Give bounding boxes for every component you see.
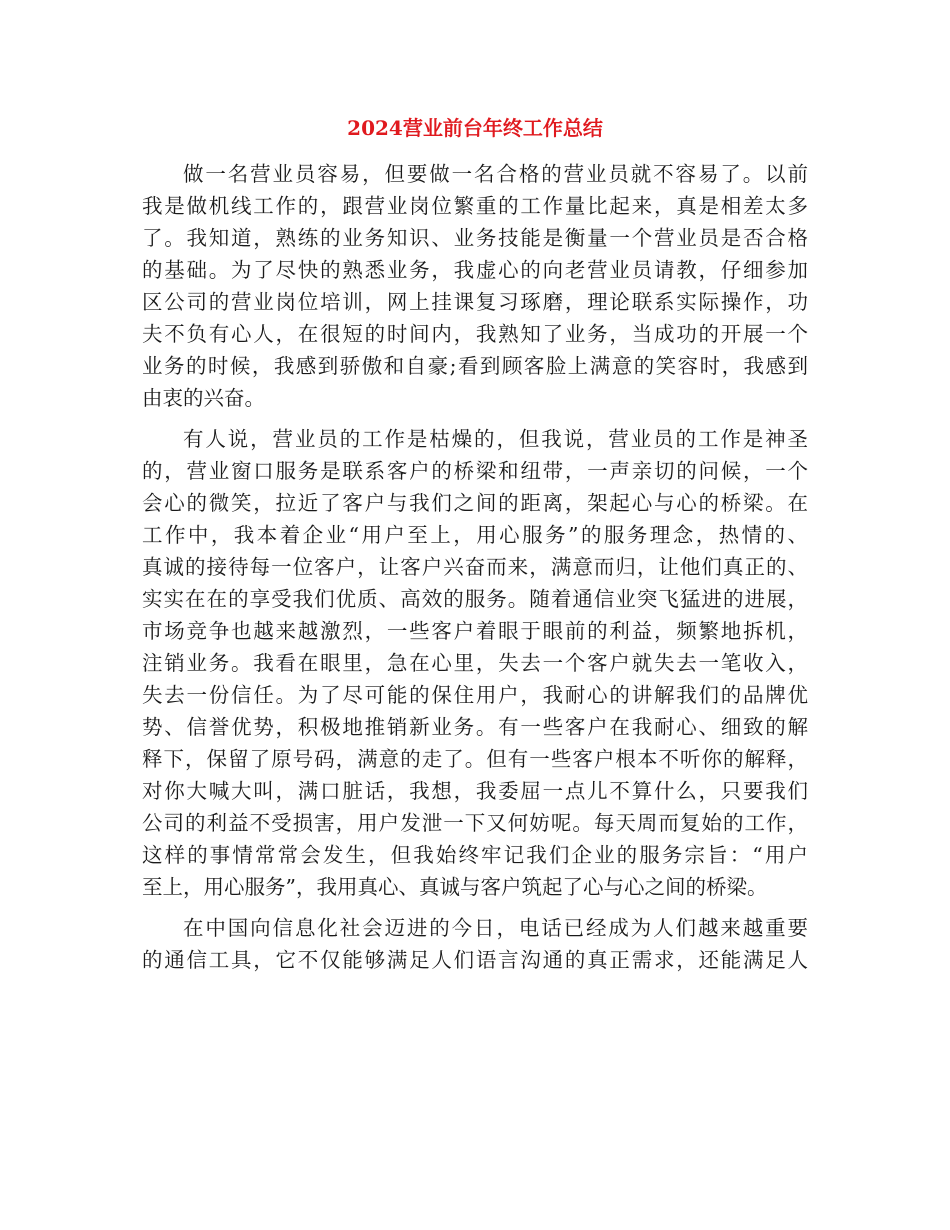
text-line: 做一名营业员容易，但要做一名合格的营业员就不容易了。以前 — [183, 162, 808, 186]
text-line: 会心的微笑，拉近了客户与我们之间的距离，架起心与心的桥梁。在 — [142, 491, 808, 515]
text-line: 我是做机线工作的，跟营业岗位繁重的工作量比起来，真是相差太多 — [142, 194, 808, 218]
text-line: 的通信工具，它不仅能够满足人们语言沟通的真正需求，还能满足人 — [142, 948, 808, 972]
paragraph-3 — [142, 912, 808, 976]
text-line: 的，营业窗口服务是联系客户的桥梁和纽带，一声亲切的问候，一个 — [142, 459, 808, 483]
text-line: 业务的时候，我感到骄傲和自豪;看到顾客脸上满意的笑容时，我感到 — [142, 354, 808, 378]
text-line: 注销业务。我看在眼里，急在心里，失去一个客户就失去一笔收入， — [142, 651, 808, 675]
text-line: 有人说，营业员的工作是枯燥的，但我说，营业员的工作是神圣 — [183, 427, 808, 451]
text-line: 实实在在的享受我们优质、高效的服务。随着通信业突飞猛进的进展， — [142, 587, 808, 611]
text-line: 的基础。为了尽快的熟悉业务，我虚心的向老营业员请教，仔细参加 — [142, 258, 808, 282]
text-line: 在中国向信息化社会迈进的今日，电话已经成为人们越来越重要 — [183, 916, 808, 940]
text-line: 失去一份信任。为了尽可能的保住用户，我耐心的讲解我们的品牌优 — [142, 683, 808, 707]
text-line: 市场竞争也越来越激烈，一些客户着眼于眼前的利益，频繁地拆机， — [142, 619, 808, 643]
text-line: 区公司的营业岗位培训，网上挂课复习琢磨，理论联系实际操作，功 — [142, 290, 808, 314]
text-line: 夫不负有心人，在很短的时间内，我熟知了业务，当成功的开展一个 — [142, 322, 808, 346]
text-line: 势、信誉优势，积极地推销新业务。有一些客户在我耐心、细致的解 — [142, 715, 808, 739]
paragraph-2 — [142, 423, 808, 903]
text-line: 这样的事情常常会发生，但我始终牢记我们企业的服务宗旨：“用户 — [142, 843, 808, 867]
text-line: 工作中，我本着企业“用户至上，用心服务”的服务理念，热情的、 — [142, 523, 808, 547]
text-line: 真诚的接待每一位客户，让客户兴奋而来，满意而归，让他们真正的、 — [142, 555, 808, 579]
text-line: 了。我知道，熟练的业务知识、业务技能是衡量一个营业员是否合格 — [142, 226, 808, 250]
document-body — [142, 158, 808, 976]
paragraph-1 — [142, 158, 808, 414]
text-line: 对你大喊大叫，满口脏话，我想，我委屈一点儿不算什么，只要我们 — [142, 779, 808, 803]
text-line: 释下，保留了原号码，满意的走了。但有一些客户根本不听你的解释， — [142, 747, 808, 771]
document-title: 2024营业前台年终工作总结 — [347, 116, 603, 140]
text-line: 由衷的兴奋。 — [142, 386, 265, 410]
text-line: 至上，用心服务”，我用真心、真诚与客户筑起了心与心之间的桥梁。 — [142, 875, 768, 899]
text-line: 公司的利益不受损害，用户发泄一下又何妨呢。每天周而复始的工作， — [142, 811, 808, 835]
